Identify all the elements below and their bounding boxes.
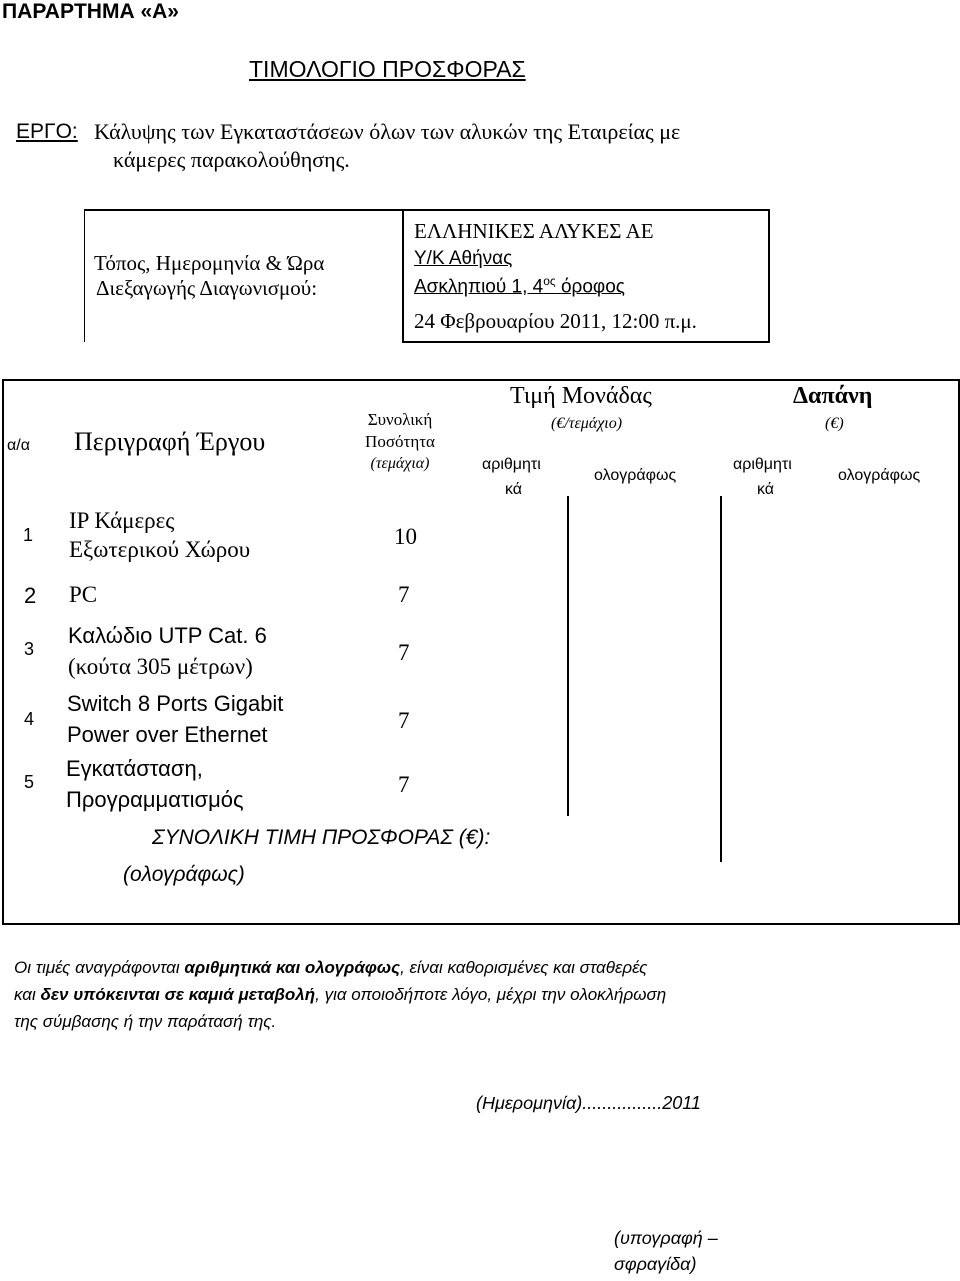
total-in-words-label: (ολογράφως) [123, 863, 245, 886]
notes-line-2: και δεν υπόκεινται σε καμιά μεταβολή, για οποιοδήποτε λόγο, μέχρι την ολοκλήρωση [14, 985, 667, 1004]
row-1-index: 1 [23, 525, 34, 545]
unit-price-column-divider [567, 496, 569, 816]
project-line-1: Κάλυψης των Εγκαταστάσεων όλων των αλυκών της Εταιρείας με [94, 119, 681, 144]
header-cost-numeric-line-1: αριθμητι [733, 456, 792, 473]
venue-box-right [768, 209, 770, 342]
venue-box-bottom [402, 341, 770, 343]
row-4-index: 4 [24, 709, 35, 729]
header-cost-in-words: ολογράφως [838, 467, 921, 484]
table-bottom-border [2, 923, 960, 925]
venue-branch: Υ/Κ Αθήνας [414, 248, 513, 269]
venue-address: Ασκληπιού 1, $4^{o\varsigma}$ όροφος [414, 274, 625, 298]
header-qty-line-1: Συνολική [367, 410, 433, 429]
row-3-description-line-1: Καλώδιο UTP Cat. 6 [68, 623, 267, 648]
venue-box-top [84, 209, 769, 211]
header-description: Περιγραφή Έργου [74, 427, 266, 456]
venue-label-line-1: Τόπος, Ημερομηνία & Ώρα [94, 251, 325, 275]
total-offer-label: ΣΥΝΟΛΙΚΗ ΤΙΜΗ ΠΡΟΣΦΟΡΑΣ (€): [152, 826, 491, 849]
row-2-description: PC [69, 582, 98, 607]
header-qty-line-2: Ποσότητα [365, 432, 435, 451]
cost-column-divider [720, 496, 722, 862]
row-3-description-line-2: (κούτα 305 μέτρων) [68, 654, 253, 679]
venue-box-left [84, 209, 85, 342]
date-field: (Ημερομηνία)................2011 [476, 1093, 701, 1113]
signature-label-line-2: σφραγίδα) [614, 1254, 697, 1274]
header-qty-line-3: (τεμάχια) [370, 455, 430, 472]
table-left-border [2, 379, 4, 924]
project-label: ΕΡΓΟ: [16, 120, 78, 143]
venue-date-time: 24 Φεβρουαρίου 2011, 12:00 π.μ. [414, 309, 697, 333]
row-1-quantity: 10 [394, 524, 417, 549]
notes-line-3: της σύμβασης ή την παράτασή της. [14, 1012, 277, 1031]
row-2-quantity: 7 [398, 582, 410, 607]
row-5-quantity: 7 [398, 772, 410, 797]
venue-company: ΕΛΛΗΝΙΚΕΣ ΑΛΥΚΕΣ ΑΕ [414, 219, 654, 243]
row-4-description-line-1: Switch 8 Ports Gigabit [67, 691, 284, 716]
document-title: ΤΙΜΟΛΟΓΙΟ ΠΡΟΣΦΟΡΑΣ [249, 56, 526, 82]
header-unit-price: Τιμή Μονάδας [510, 383, 652, 409]
row-1-description-line-1: IP Κάμερες [69, 508, 175, 533]
table-top-border [2, 379, 959, 381]
venue-label-line-2: Διεξαγωγής Διαγωνισμού: [96, 276, 318, 300]
row-3-index: 3 [24, 639, 35, 659]
appendix-heading: ΠΑΡΑΡΤΗΜΑ «Α» [2, 0, 179, 23]
header-unit-in-words: ολογράφως [594, 467, 677, 484]
row-5-description-line-2: Προγραμματισμός [66, 787, 244, 812]
row-2-index: 2 [24, 583, 37, 608]
row-4-quantity: 7 [398, 708, 410, 733]
row-5-description-line-1: Εγκατάσταση, [66, 756, 203, 781]
notes-line-1: Οι τιμές αναγράφονται αριθμητικά και ολογράφως, είναι καθορισμένες και σταθερές [14, 958, 648, 977]
venue-box-divider [402, 209, 404, 342]
header-cost-sub: (€) [825, 415, 844, 432]
row-4-description-line-2: Power over Ethernet [67, 722, 268, 747]
row-3-quantity: 7 [398, 640, 410, 665]
row-1-description-line-2: Εξωτερικού Χώρου [69, 537, 251, 562]
header-unit-price-sub: (€/τεμάχιο) [551, 415, 623, 432]
signature-label-line-1: (υπογραφή – [614, 1228, 718, 1248]
header-unit-numeric-line-1: αριθμητι [482, 456, 541, 473]
header-cost-numeric-line-2: κά [757, 481, 775, 498]
header-index: α/α [7, 437, 30, 454]
header-unit-numeric-line-2: κά [505, 481, 523, 498]
project-line-2: κάμερες παρακολούθησης. [113, 147, 350, 172]
row-5-index: 5 [24, 772, 35, 792]
header-cost: Δαπάνη [793, 383, 873, 409]
